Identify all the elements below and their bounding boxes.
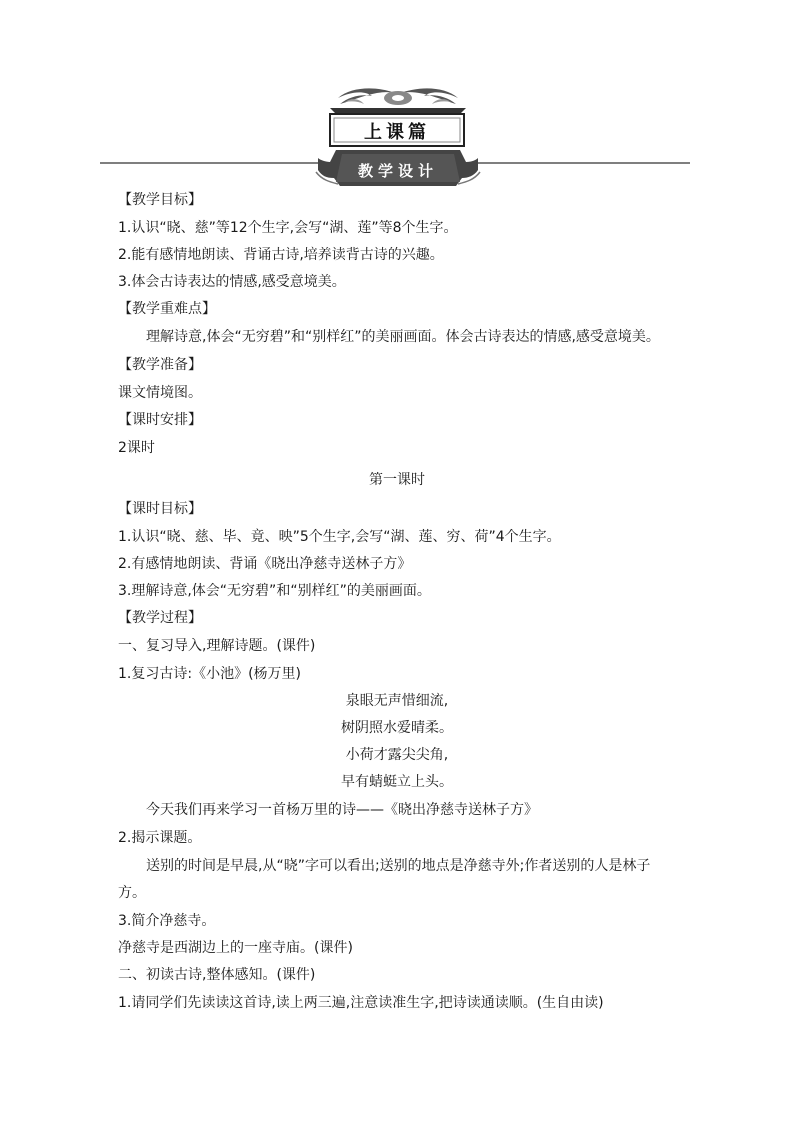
poem-line-3: 小荷才露尖尖角, bbox=[345, 747, 449, 763]
key-points-text: 理解诗意,体会“无穷碧”和“别样红”的美丽画面。体会古诗表达的情感,感受意境美。 bbox=[146, 329, 660, 345]
preparation-text: 课文情境图。 bbox=[118, 385, 202, 401]
goal-2: 2.能有感情地朗读、背诵古诗,培养读背古诗的兴趣。 bbox=[118, 247, 444, 263]
schedule-text: 2课时 bbox=[118, 440, 155, 456]
goal-3: 3.体会古诗表达的情感,感受意境美。 bbox=[118, 274, 346, 290]
lesson-goal-1: 1.认识“晓、慈、毕、竟、映”5个生字,会写“湖、莲、穷、荷”4个生字。 bbox=[118, 529, 561, 545]
poem-line-2: 树阴照水爱晴柔。 bbox=[341, 720, 453, 736]
lesson-goal-3: 3.理解诗意,体会“无穷碧”和“别样红”的美丽画面。 bbox=[118, 583, 431, 599]
heading-preparation: 【教学准备】 bbox=[118, 357, 202, 373]
process-step-1-3: 3.简介净慈寺。 bbox=[118, 913, 216, 929]
temple-intro-text: 净慈寺是西湖边上的一座寺庙。(课件) bbox=[118, 940, 353, 956]
poem-line-1: 泉眼无声惜细流, bbox=[345, 693, 449, 709]
heading-lesson-goals: 【课时目标】 bbox=[118, 501, 202, 517]
process-step-1-2: 2.揭示课题。 bbox=[118, 830, 202, 846]
lesson-title: 第一课时 bbox=[369, 472, 425, 488]
heading-teaching-goals: 【教学目标】 bbox=[118, 192, 202, 208]
process-step-2: 二、初读古诗,整体感知。(课件) bbox=[118, 967, 316, 983]
ornament-icon bbox=[330, 88, 466, 114]
poem-line-4: 早有蜻蜓立上头。 bbox=[341, 774, 453, 790]
banner-top-label: 上课篇 bbox=[364, 122, 430, 143]
intro-paragraph: 今天我们再来学习一首杨万里的诗——《晓出净慈寺送林子方》 bbox=[146, 802, 538, 818]
heading-key-points: 【教学重难点】 bbox=[118, 301, 216, 317]
lesson-goal-2: 2.有感情地朗读、背诵《晓出净慈寺送林子方》 bbox=[118, 556, 412, 572]
process-step-2-1: 1.请同学们先读读这首诗,读上两三遍,注意读准生字,把诗读通读顺。(生自由读) bbox=[118, 995, 604, 1011]
heading-schedule: 【课时安排】 bbox=[118, 412, 202, 428]
process-step-1: 一、复习导入,理解诗题。(课件) bbox=[118, 638, 316, 654]
goal-1: 1.认识“晓、慈”等12个生字,会写“湖、莲”等8个生字。 bbox=[118, 220, 458, 236]
process-step-1-1: 1.复习古诗:《小池》(杨万里) bbox=[118, 666, 301, 682]
heading-process: 【教学过程】 bbox=[118, 610, 202, 626]
banner-bottom-label: 教学设计 bbox=[357, 162, 439, 180]
section-header-banner bbox=[0, 0, 794, 190]
explanation-line-2: 方。 bbox=[118, 885, 146, 901]
explanation-line-1: 送别的时间是早晨,从“晓”字可以看出;送别的地点是净慈寺外;作者送别的人是林子 bbox=[146, 858, 651, 874]
